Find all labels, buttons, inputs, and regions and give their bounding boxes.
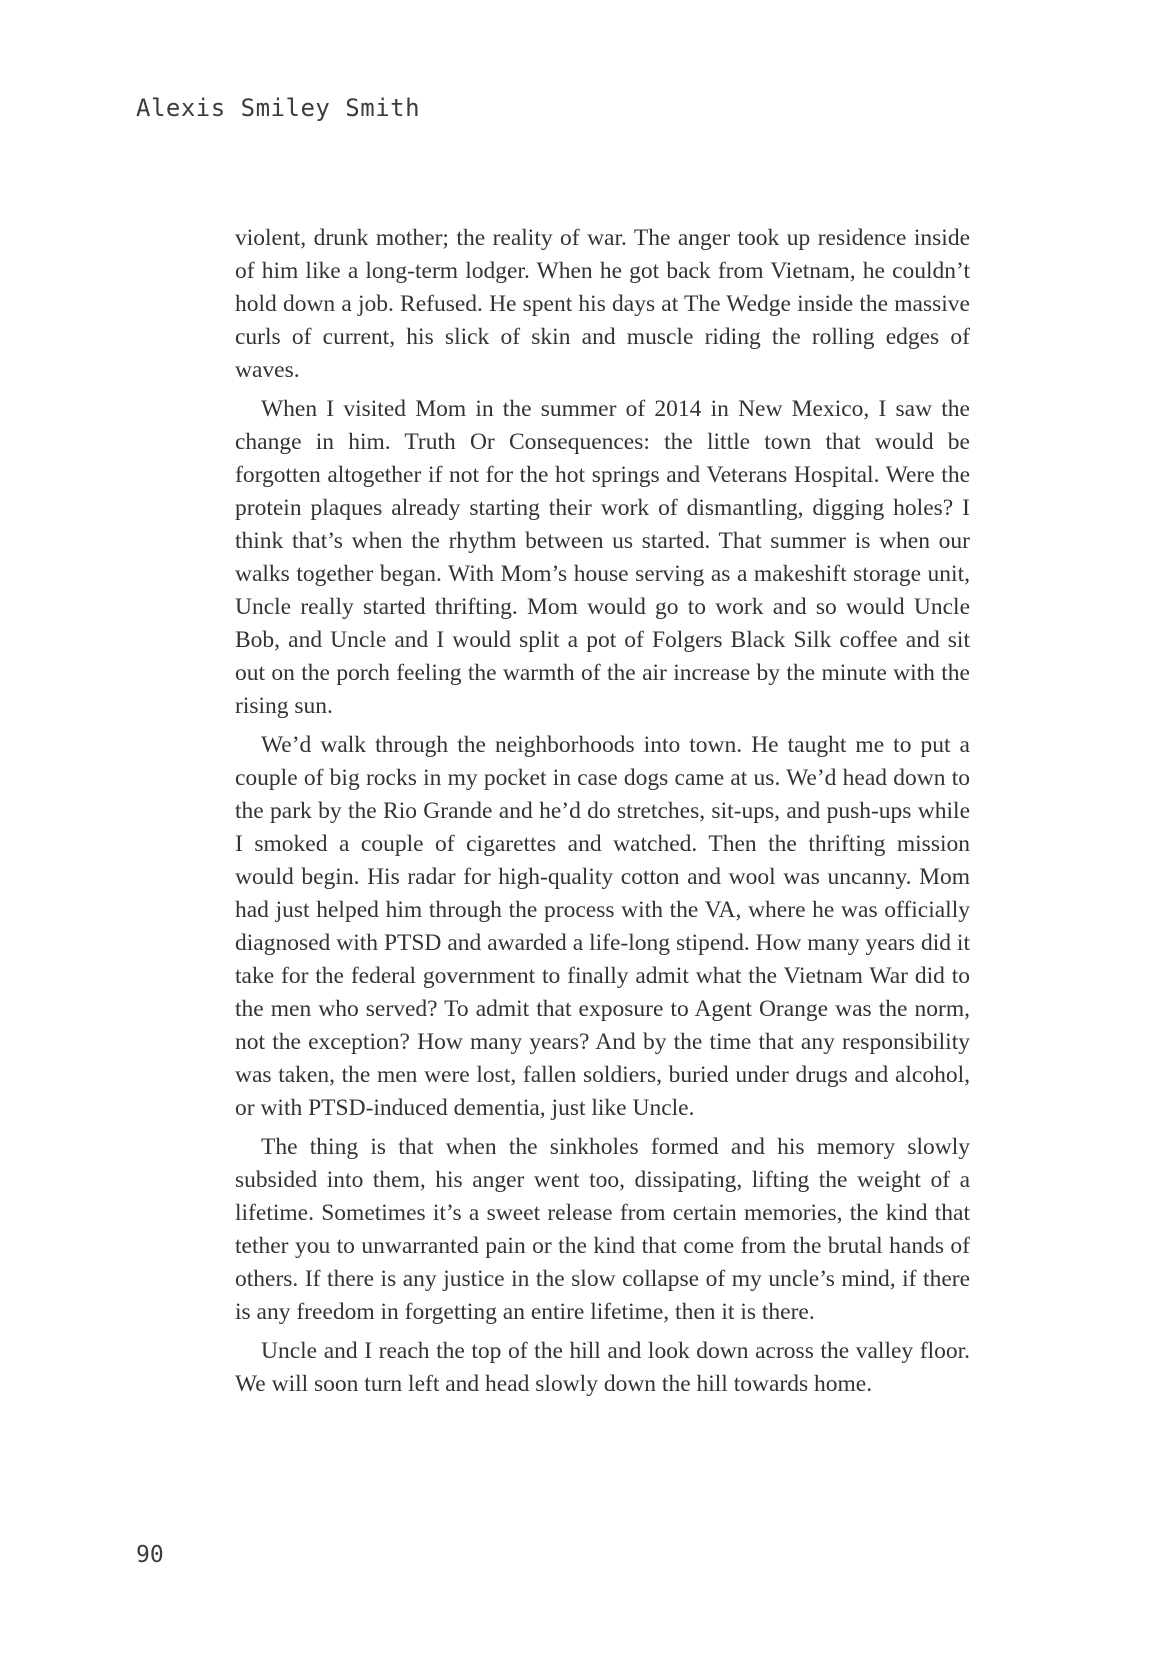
page-number: 90 xyxy=(136,1542,164,1568)
paragraph-5: Uncle and I reach the top of the hill and look down across the valley floor. We will soon turn left and head slowly down the hill towards home. xyxy=(235,1338,970,1397)
paragraph-4: The thing is that when the sinkholes formed and his memory slowly subsided into them, his anger went too, dissipating, lifting the weight of a lifetime. Sometimes it’s a sweet release from certain memories, the kind that tether you to unwarranted pain or the kind that come from the brutal hands of others. If there is any justice in the slow collapse of my uncle’s mind, if there is any freedom in forgetting an entire lifetime, then it is there. xyxy=(235,1134,970,1325)
paragraph-1: violent, drunk mother; the reality of war. The anger took up residence inside of him like a long-term lodger. When he got back from Vietnam, he couldn’t hold down a job. Refused. He spent his days at The Wedge inside the massive curls of current, his slick of skin and muscle riding the rolling edges of waves. xyxy=(235,225,970,383)
body-text xyxy=(235,222,970,1401)
paragraph-2: When I visited Mom in the summer of 2014 in New Mexico, I saw the change in him. Truth Or Consequences: the little town that would be forgotten altogether if not for the hot springs and Veterans Hospital. Were the protein plaques already starting their work of dismantling, digging holes? I think that’s when the rhythm between us started. That summer is when our walks together began. With Mom’s house serving as a makeshift storage unit, Uncle really started thrifting. Mom would go to work and so would Uncle Bob, and Uncle and I would split a pot of Folgers Black Silk coffee and sit out on the porch feeling the warmth of the air increase by the minute with the rising sun. xyxy=(235,396,970,719)
running-head-author: Alexis Smiley Smith xyxy=(136,94,421,122)
paragraph-3: We’d walk through the neighborhoods into town. He taught me to put a couple of big rocks in my pocket in case dogs came at us. We’d head down to the park by the Rio Grande and he’d do stretches, sit-ups, and push-ups while I smoked a couple of cigarettes and watched. Then the thrifting mission would begin. His radar for high-quality cotton and wool was uncanny. Mom had just helped him through the process with the VA, where he was officially diagnosed with PTSD and awarded a life-long stipend. How many years did it take for the federal government to finally admit what the Vietnam War did to the men who served? To admit that exposure to Agent Orange was the norm, not the exception? How many years? And by the time that any responsibility was taken, the men were lost, fallen soldiers, buried under drugs and alcohol, or with PTSD-induced dementia, just like Uncle. xyxy=(235,732,970,1121)
